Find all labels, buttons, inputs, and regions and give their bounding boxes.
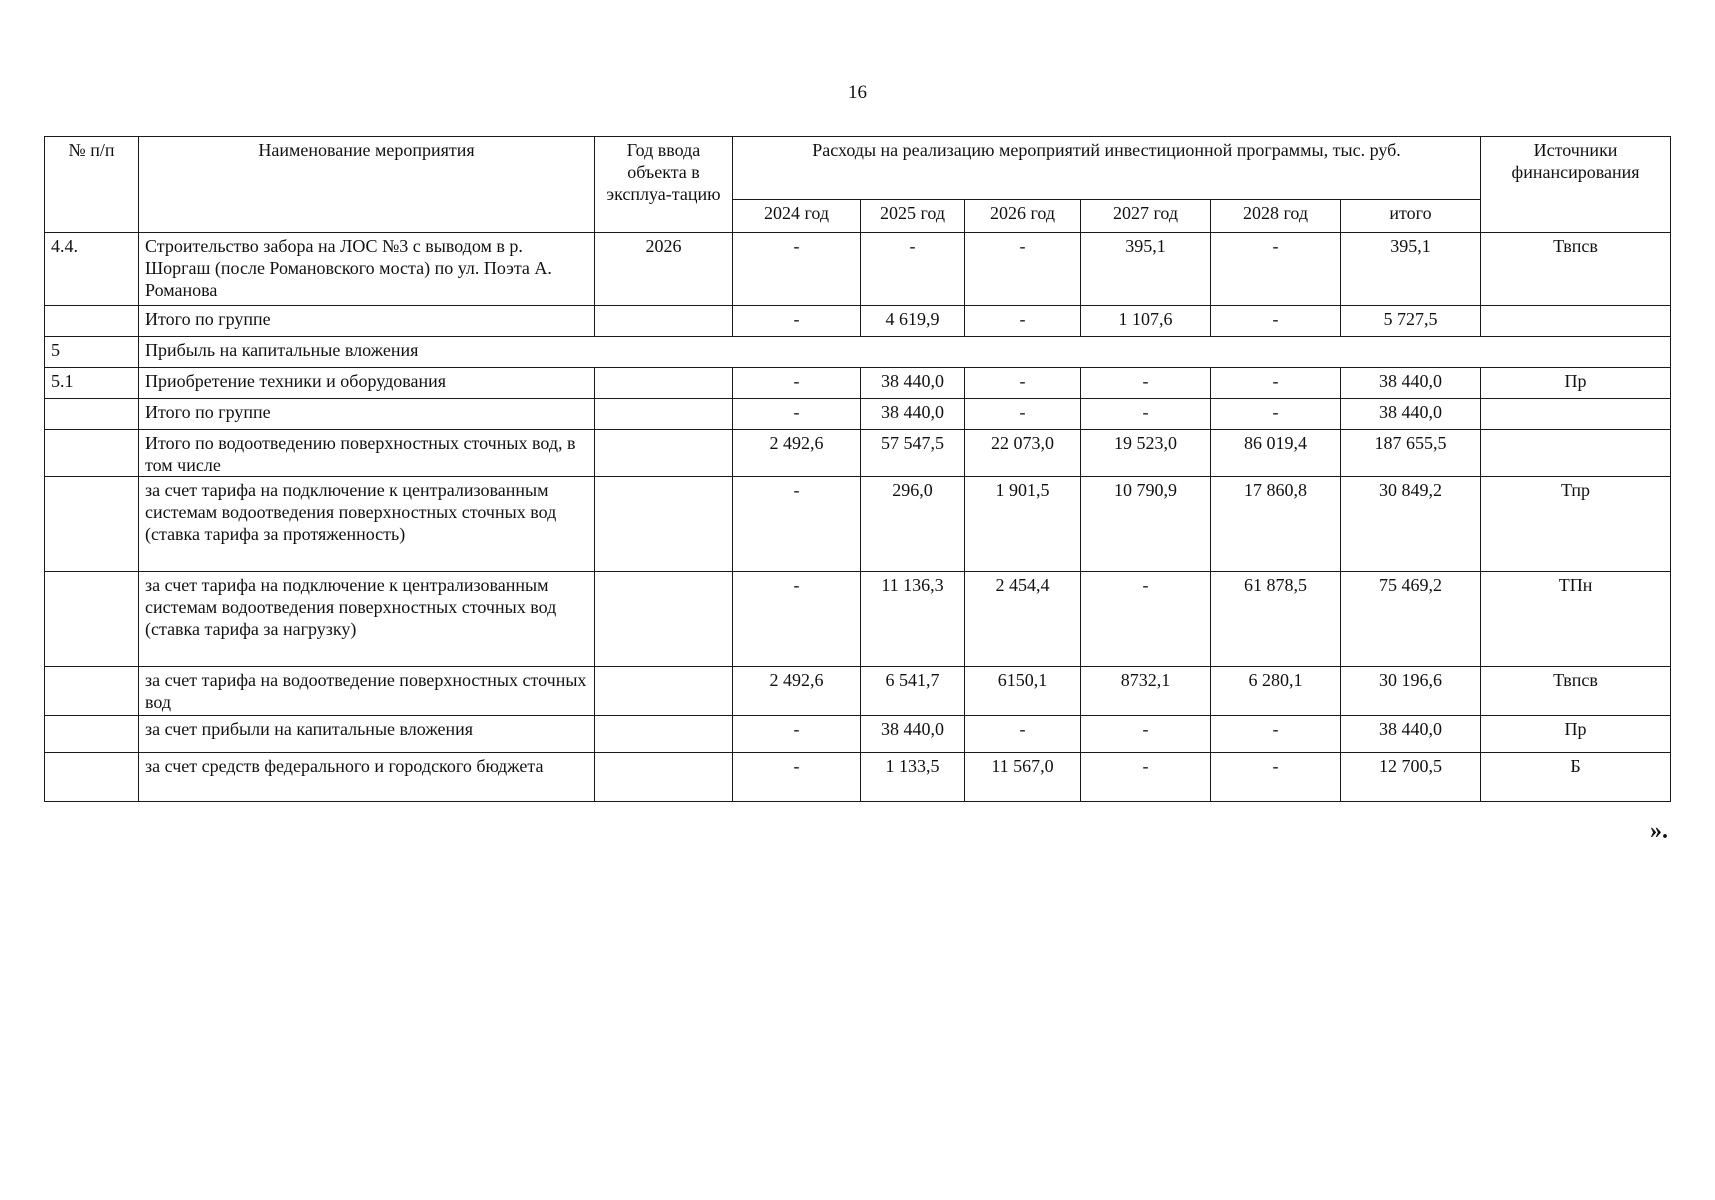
row-total: 38 440,0 <box>1341 399 1481 430</box>
row-2025: - <box>861 233 965 306</box>
row-2028: 17 860,8 <box>1211 477 1341 572</box>
table-row <box>45 430 1671 477</box>
row-2024: - <box>733 477 861 572</box>
row-total: 30 196,6 <box>1341 667 1481 716</box>
row-2025: 6 541,7 <box>861 667 965 716</box>
row-num: 4.4. <box>45 233 139 306</box>
row-name: за счет тарифа на подключение к централизованным системам водоотведения поверхностных сточных вод (ставка тарифа за нагрузку) <box>139 572 595 667</box>
row-2027: 1 107,6 <box>1081 306 1211 337</box>
row-2027: - <box>1081 716 1211 753</box>
row-source: Твпсв <box>1481 233 1671 306</box>
row-2025: 4 619,9 <box>861 306 965 337</box>
row-2024: 2 492,6 <box>733 667 861 716</box>
header-2024: 2024 год <box>733 200 861 233</box>
row-2026: 6150,1 <box>965 667 1081 716</box>
closing-quote-mark: ». <box>1650 818 1668 844</box>
row-total: 75 469,2 <box>1341 572 1481 667</box>
row-num: 5.1 <box>45 368 139 399</box>
row-2025: 11 136,3 <box>861 572 965 667</box>
row-2027: - <box>1081 368 1211 399</box>
header-total: итого <box>1341 200 1481 233</box>
row-2026: - <box>965 368 1081 399</box>
row-2028: 86 019,4 <box>1211 430 1341 477</box>
row-source: Твпсв <box>1481 667 1671 716</box>
row-2025: 38 440,0 <box>861 399 965 430</box>
row-total: 395,1 <box>1341 233 1481 306</box>
row-2028: - <box>1211 753 1341 802</box>
row-2025: 296,0 <box>861 477 965 572</box>
row-2028: - <box>1211 306 1341 337</box>
row-total: 38 440,0 <box>1341 368 1481 399</box>
investment-program-table <box>44 136 1671 802</box>
table-row <box>45 667 1671 716</box>
row-source <box>1481 399 1671 430</box>
row-year <box>595 477 733 572</box>
row-2028: - <box>1211 368 1341 399</box>
row-total: 12 700,5 <box>1341 753 1481 802</box>
row-source: Пр <box>1481 716 1671 753</box>
table-row <box>45 477 1671 572</box>
row-source: Тпр <box>1481 477 1671 572</box>
header-expenses: Расходы на реализацию мероприятий инвестиционной программы, тыс. руб. <box>733 137 1481 200</box>
table-row <box>45 399 1671 430</box>
header-num: № п/п <box>45 137 139 233</box>
row-2025: 38 440,0 <box>861 368 965 399</box>
row-source <box>1481 306 1671 337</box>
row-2028: 6 280,1 <box>1211 667 1341 716</box>
row-source: Б <box>1481 753 1671 802</box>
table-row <box>45 572 1671 667</box>
row-2025: 38 440,0 <box>861 716 965 753</box>
section-num: 5 <box>45 337 139 368</box>
row-num <box>45 306 139 337</box>
row-num <box>45 477 139 572</box>
row-2026: - <box>965 306 1081 337</box>
table-row <box>45 716 1671 753</box>
row-year: 2026 <box>595 233 733 306</box>
section-row <box>45 337 1671 368</box>
row-name: за счет средств федерального и городского бюджета <box>139 753 595 802</box>
row-name: за счет прибыли на капитальные вложения <box>139 716 595 753</box>
row-2027: - <box>1081 753 1211 802</box>
row-total: 38 440,0 <box>1341 716 1481 753</box>
row-num <box>45 572 139 667</box>
header-name: Наименование мероприятия <box>139 137 595 233</box>
row-2024: - <box>733 716 861 753</box>
header-2027: 2027 год <box>1081 200 1211 233</box>
row-total: 187 655,5 <box>1341 430 1481 477</box>
row-2027: 19 523,0 <box>1081 430 1211 477</box>
table-row <box>45 233 1671 306</box>
row-2028: - <box>1211 233 1341 306</box>
row-source <box>1481 430 1671 477</box>
row-year <box>595 399 733 430</box>
table-row <box>45 306 1671 337</box>
row-2024: - <box>733 233 861 306</box>
row-source: Пр <box>1481 368 1671 399</box>
row-2024: - <box>733 368 861 399</box>
row-year <box>595 430 733 477</box>
row-num <box>45 667 139 716</box>
row-year <box>595 306 733 337</box>
row-2024: - <box>733 572 861 667</box>
row-name: Приобретение техники и оборудования <box>139 368 595 399</box>
row-2025: 57 547,5 <box>861 430 965 477</box>
row-2026: - <box>965 233 1081 306</box>
row-2025: 1 133,5 <box>861 753 965 802</box>
row-2027: - <box>1081 399 1211 430</box>
section-title: Прибыль на капитальные вложения <box>139 337 1671 368</box>
table-row <box>45 368 1671 399</box>
row-year <box>595 667 733 716</box>
row-num <box>45 399 139 430</box>
row-name: Итого по водоотведению поверхностных сточных вод, в том числе <box>139 430 595 477</box>
row-2027: - <box>1081 572 1211 667</box>
header-year-in-service: Год ввода объекта в эксплуа-тацию <box>595 137 733 233</box>
row-2026: - <box>965 399 1081 430</box>
row-2028: - <box>1211 399 1341 430</box>
row-year <box>595 753 733 802</box>
header-2025: 2025 год <box>861 200 965 233</box>
row-year <box>595 572 733 667</box>
row-name: Итого по группе <box>139 399 595 430</box>
row-name: за счет тарифа на подключение к централизованным системам водоотведения поверхностных сточных вод (ставка тарифа за протяженность) <box>139 477 595 572</box>
row-2024: 2 492,6 <box>733 430 861 477</box>
row-year <box>595 716 733 753</box>
row-total: 5 727,5 <box>1341 306 1481 337</box>
row-2027: 8732,1 <box>1081 667 1211 716</box>
header-sources: Источники финансирования <box>1481 137 1671 233</box>
row-num <box>45 430 139 477</box>
page-number: 16 <box>848 82 867 103</box>
row-name: Итого по группе <box>139 306 595 337</box>
header-2028: 2028 год <box>1211 200 1341 233</box>
row-2024: - <box>733 753 861 802</box>
row-num <box>45 753 139 802</box>
row-2024: - <box>733 399 861 430</box>
row-year <box>595 368 733 399</box>
row-2026: - <box>965 716 1081 753</box>
row-2026: 1 901,5 <box>965 477 1081 572</box>
table-row <box>45 753 1671 802</box>
header-2026: 2026 год <box>965 200 1081 233</box>
row-2027: 10 790,9 <box>1081 477 1211 572</box>
row-total: 30 849,2 <box>1341 477 1481 572</box>
header-row-1 <box>45 137 1671 200</box>
row-source: ТПн <box>1481 572 1671 667</box>
row-name: за счет тарифа на водоотведение поверхностных сточных вод <box>139 667 595 716</box>
row-2026: 22 073,0 <box>965 430 1081 477</box>
row-num <box>45 716 139 753</box>
row-2028: - <box>1211 716 1341 753</box>
row-2027: 395,1 <box>1081 233 1211 306</box>
row-2026: 11 567,0 <box>965 753 1081 802</box>
row-name: Строительство забора на ЛОС №3 с выводом в р. Шоргаш (после Романовского моста) по ул. Поэта А. Романова <box>139 233 595 306</box>
row-2026: 2 454,4 <box>965 572 1081 667</box>
row-2024: - <box>733 306 861 337</box>
row-2028: 61 878,5 <box>1211 572 1341 667</box>
